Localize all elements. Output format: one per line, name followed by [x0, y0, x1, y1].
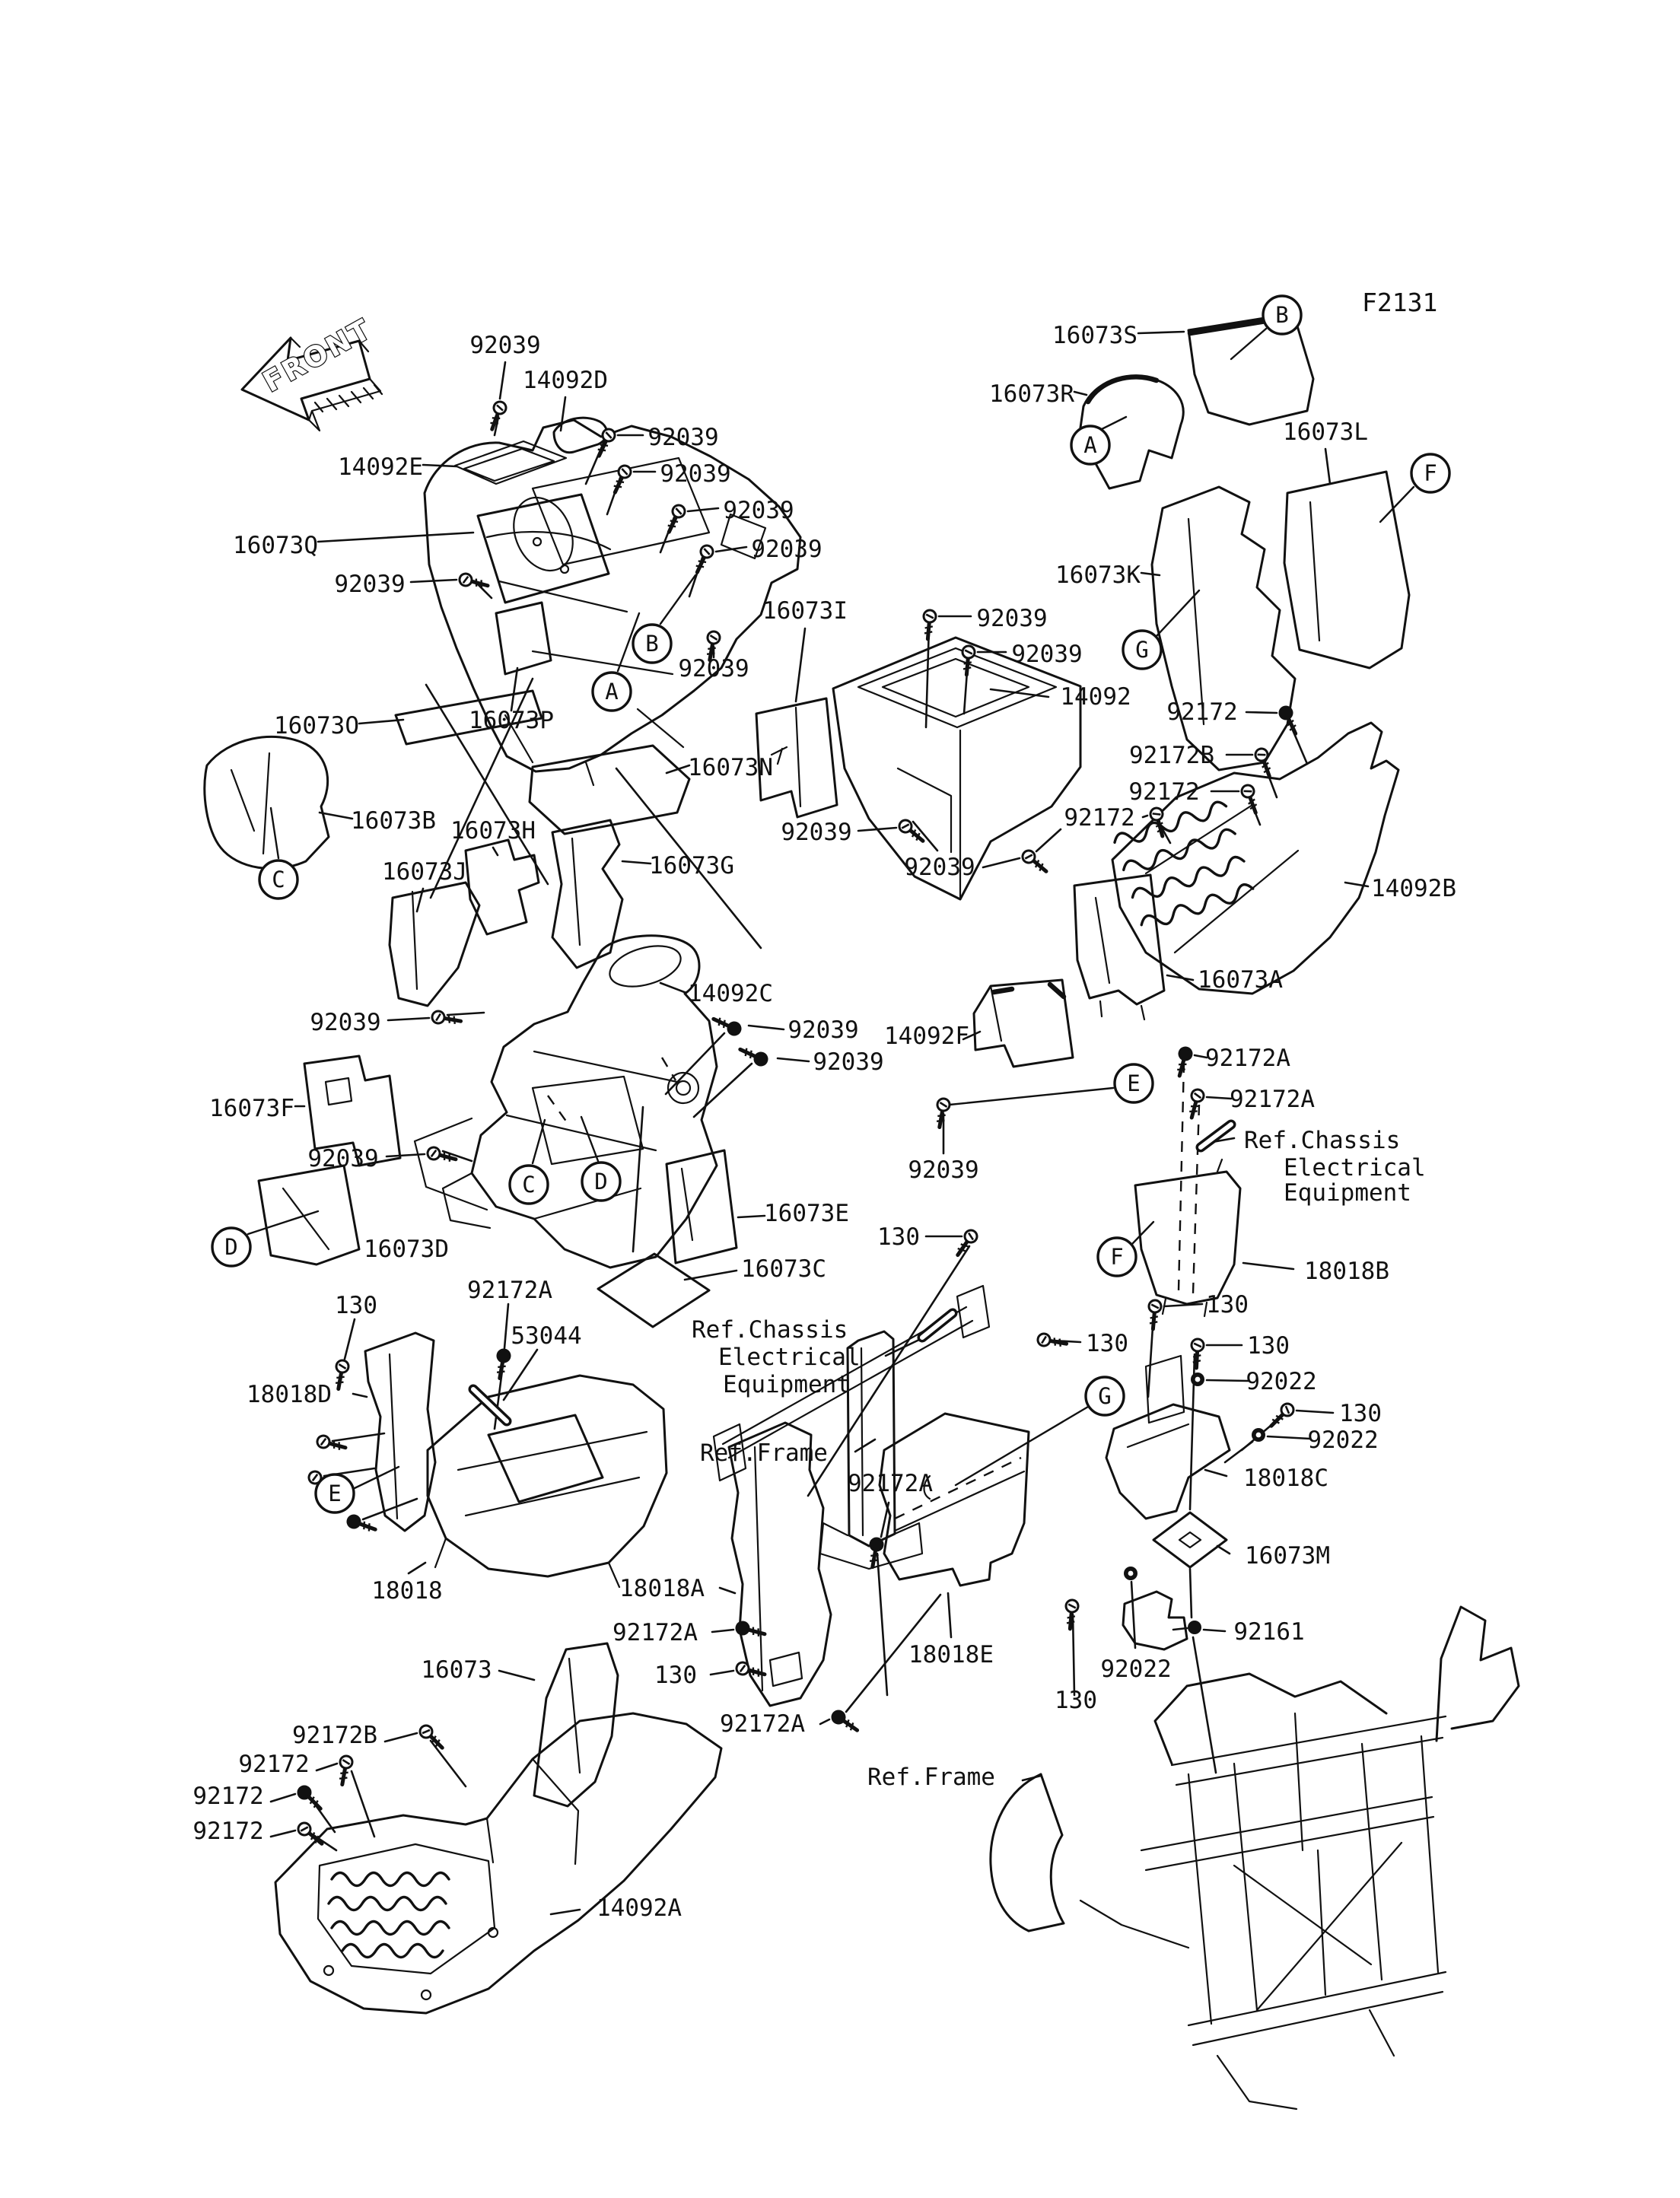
front-label: FRONT — [257, 312, 378, 399]
part-number-label: 14092 — [1060, 683, 1131, 711]
callout-line — [1102, 417, 1126, 429]
callout-letter: C — [272, 867, 285, 892]
part-number-label: 16073P — [469, 707, 554, 734]
screw-icon — [431, 1010, 462, 1027]
part-number-label: 92172A — [1230, 1086, 1315, 1113]
part-number-label: 16073S — [1052, 322, 1138, 349]
leader-line — [660, 983, 686, 993]
part-number-label: 130 — [877, 1223, 920, 1251]
callout-e — [1115, 1064, 1153, 1102]
part-number-label: 92039 — [723, 497, 794, 524]
leader-line — [711, 1671, 733, 1675]
screw-icon — [921, 609, 936, 639]
screw-icon — [609, 463, 633, 495]
leader-line — [385, 1733, 417, 1742]
part-number-label: 92172 — [1128, 778, 1200, 806]
screw-icon — [458, 572, 489, 591]
part-number-label: 16073I — [762, 597, 848, 625]
leader-line — [1164, 1304, 1202, 1306]
leader-line — [877, 1554, 887, 1695]
leader-line — [1074, 392, 1087, 395]
front-direction-arrow — [242, 312, 382, 431]
callout-line — [533, 1120, 545, 1163]
leader-line — [1036, 829, 1061, 851]
screw-icon — [960, 645, 975, 675]
screw-icon — [1186, 1088, 1205, 1119]
part-number-label: Electrical — [1284, 1154, 1426, 1182]
nut-icon — [1188, 1621, 1201, 1634]
leader-line — [1205, 1470, 1227, 1476]
leader-line — [317, 1764, 337, 1770]
callout-letter: E — [328, 1481, 342, 1506]
leader-line — [820, 1719, 829, 1724]
part-number-label: 16073B — [351, 807, 436, 835]
part-number-label: Ref.Chassis — [692, 1316, 848, 1344]
part-16073B-pad — [205, 736, 329, 868]
dashed-lines-layer — [548, 1058, 1199, 1519]
callout-line — [248, 1211, 318, 1234]
part-number-label: 92172A — [1205, 1045, 1290, 1072]
leader-line — [749, 1026, 784, 1029]
leader-line — [855, 1439, 875, 1452]
leader-line — [1246, 712, 1277, 713]
screw-icon — [711, 1013, 742, 1037]
part-number-label: 16073R — [989, 380, 1074, 408]
leader-line — [1073, 1614, 1074, 1695]
part-16073E-pad — [667, 1150, 737, 1263]
screw-icon — [426, 1146, 457, 1165]
part-number-label: 92161 — [1233, 1618, 1305, 1646]
part-number-label: 92022 — [1100, 1656, 1172, 1683]
part-number-label: 16073E — [764, 1200, 849, 1227]
part-number-label: 92039 — [648, 424, 719, 451]
part-number-label: 92039 — [307, 1145, 379, 1172]
part-number-label: Equipment — [1284, 1179, 1411, 1207]
callout-letter: B — [645, 631, 659, 657]
screw-icon — [336, 1755, 353, 1786]
dashed-line — [548, 1096, 567, 1122]
callout-letter: C — [522, 1172, 536, 1198]
leader-line — [493, 848, 498, 855]
callout-g — [1086, 1377, 1124, 1415]
part-number-label: 130 — [1055, 1687, 1097, 1714]
leader-line — [363, 1499, 417, 1519]
part-number-label: 92172A — [612, 1619, 698, 1646]
part-number-label: 16073H — [450, 817, 536, 845]
callout-line — [950, 1088, 1113, 1105]
leader-line — [667, 765, 689, 773]
leader-line — [1204, 1630, 1225, 1631]
leader-line — [622, 861, 651, 864]
callout-letter: F — [1424, 460, 1437, 486]
part-number-label: 16073Q — [233, 532, 318, 559]
screw-icon — [934, 1098, 950, 1128]
screw-icon — [332, 1360, 349, 1390]
screw-icon — [346, 1514, 377, 1535]
callout-letter: G — [1135, 637, 1149, 663]
leader-line — [388, 1018, 429, 1020]
callout-c — [510, 1166, 548, 1204]
callout-d — [212, 1228, 250, 1266]
leader-line — [551, 1910, 580, 1914]
leader-line — [1207, 1097, 1231, 1099]
part-number-label: 92172 — [238, 1751, 310, 1778]
leader-line — [409, 1563, 425, 1573]
part-number-label: Ref.Frame — [867, 1764, 995, 1791]
screw-icon — [830, 1709, 861, 1735]
screw-icon — [296, 1784, 325, 1813]
screw-icon — [692, 543, 715, 574]
part-number-label: 16073J — [382, 858, 467, 886]
callout-e — [316, 1474, 354, 1513]
nut-icon — [1124, 1567, 1138, 1580]
nut-icon — [1191, 1373, 1204, 1386]
leader-line — [447, 1013, 484, 1015]
part-number-label: 16073G — [649, 852, 734, 880]
leader-line — [720, 1588, 735, 1593]
part-14092F-bracket — [974, 980, 1073, 1067]
screw-icon — [1190, 1339, 1204, 1369]
part-number-label: 53044 — [511, 1322, 582, 1350]
callout-letter: A — [1083, 432, 1097, 458]
dashed-line — [1193, 1105, 1199, 1293]
part-number-label: 92039 — [678, 655, 749, 682]
leader-line — [504, 1304, 508, 1348]
part-number-label: 18018 — [371, 1577, 443, 1605]
part-number-label: 92172B — [1129, 742, 1214, 769]
callout-letter: G — [1098, 1383, 1112, 1409]
callout-line — [1231, 329, 1266, 359]
callout-f — [1098, 1238, 1136, 1276]
part-number-label: 92039 — [660, 460, 731, 488]
part-number-label: 16073A — [1198, 966, 1283, 994]
part-number-label: 18018A — [619, 1575, 705, 1602]
part-number-label: 92172A — [467, 1277, 552, 1304]
part-number-label: 18018E — [908, 1641, 994, 1668]
screw-icon — [1037, 1333, 1068, 1350]
part-number-label: 92172 — [1166, 698, 1238, 726]
part-16073M-diamond — [1153, 1513, 1227, 1567]
part-16073K-pad — [1152, 487, 1295, 770]
leader-line — [499, 1671, 534, 1680]
screw-icon — [1278, 705, 1301, 736]
callout-letter: B — [1275, 302, 1289, 328]
part-number-label: 92039 — [469, 332, 541, 359]
leader-line — [1143, 816, 1147, 817]
leader-line — [1193, 1637, 1216, 1773]
leader-line — [1190, 1569, 1192, 1617]
screw-icon — [1147, 1299, 1161, 1329]
part-number-label: 14092B — [1371, 875, 1456, 902]
leader-line — [694, 1064, 752, 1117]
nut-icon — [1252, 1428, 1265, 1442]
part-number-label: 92172A — [848, 1470, 933, 1497]
screw-icon — [1064, 1599, 1078, 1629]
callout-line — [581, 1117, 598, 1161]
screw-icon — [953, 1228, 979, 1258]
screw-icon — [418, 1723, 447, 1752]
leader-line — [1225, 1442, 1252, 1462]
part-number-label: 18018C — [1243, 1465, 1328, 1492]
part-number-label: 130 — [1339, 1400, 1382, 1427]
part-number-label: 18018B — [1304, 1258, 1389, 1285]
leader-line — [688, 508, 718, 511]
leader-line — [948, 1593, 951, 1637]
part-number-label: 92039 — [813, 1048, 884, 1076]
part-number-label: 92172B — [292, 1722, 377, 1749]
part-16073G-pad — [552, 820, 622, 968]
leader-line — [352, 1771, 374, 1837]
part-number-label: 14092A — [597, 1894, 682, 1922]
callout-g — [1123, 631, 1161, 669]
leader-line — [500, 362, 505, 399]
leader-line — [345, 1319, 355, 1359]
part-number-label: 16073D — [364, 1236, 449, 1263]
part-16073L-pad — [1284, 472, 1409, 668]
part-number-label: Electrical — [718, 1344, 861, 1371]
leader-line — [1243, 1263, 1293, 1269]
callout-letter: F — [1110, 1244, 1124, 1270]
part-number-label: 16073L — [1283, 418, 1368, 446]
screw-icon — [867, 1538, 883, 1568]
callout-a — [1071, 426, 1109, 464]
part-number-label: 92172 — [1064, 804, 1135, 832]
part-number-label: 130 — [654, 1662, 697, 1689]
callout-letter: D — [224, 1234, 238, 1260]
callout-line — [1132, 1222, 1153, 1244]
part-number-label: Ref.Chassis — [1244, 1127, 1401, 1154]
leader-line — [1207, 1380, 1248, 1381]
screw-icon — [1020, 848, 1050, 876]
part-number-label: 14092E — [338, 453, 423, 481]
leader-line — [1325, 449, 1330, 484]
leader-line — [1138, 332, 1184, 333]
leader-line — [712, 1630, 733, 1632]
part-number-label: 130 — [1206, 1291, 1249, 1318]
leader-line — [431, 1741, 466, 1786]
part-number-label: 92039 — [788, 1016, 859, 1044]
part-number-label: 92172 — [192, 1783, 264, 1810]
leader-line — [1141, 573, 1160, 575]
part-number-label: 130 — [335, 1292, 377, 1319]
part-number-label: Equipment — [723, 1371, 851, 1398]
callout-f — [1411, 454, 1449, 492]
part-number-label: 16073 — [421, 1656, 492, 1684]
leader-line — [561, 397, 565, 431]
leader-line — [332, 1433, 384, 1441]
part-16073P-pad — [496, 603, 551, 674]
leader-line — [738, 1216, 765, 1217]
callout-letter: E — [1127, 1070, 1141, 1096]
part-16073H-pad — [466, 840, 539, 934]
part-number-label: 92039 — [908, 1156, 979, 1184]
leader-line — [1217, 1546, 1230, 1554]
callout-c — [259, 860, 298, 899]
leader-line — [359, 720, 403, 724]
leader-line — [796, 628, 805, 701]
figure-code: F2131 — [1362, 288, 1438, 317]
part-number-label: 18018D — [247, 1381, 332, 1408]
leader-line — [271, 1794, 295, 1802]
leader-line — [1268, 1436, 1310, 1439]
part-number-label: 16073C — [741, 1255, 826, 1283]
callout-d — [582, 1163, 620, 1201]
part-18018D-flap — [365, 1333, 435, 1531]
leader-line — [716, 547, 746, 552]
part-number-label: 92039 — [334, 571, 406, 598]
part-number-label: 92172A — [720, 1710, 805, 1738]
leader-line — [318, 533, 473, 542]
leader-line — [778, 1058, 809, 1061]
part-number-label: 92022 — [1307, 1427, 1379, 1454]
screw-icon — [735, 1621, 766, 1640]
part-rear-frame — [991, 1607, 1519, 2109]
part-number-label: 92039 — [781, 819, 852, 846]
screw-icon — [737, 1044, 768, 1067]
part-number-label: 16073N — [688, 754, 773, 781]
leader-line — [983, 858, 1020, 867]
part-number-label: 92039 — [1011, 641, 1083, 668]
part-number-label: 92022 — [1246, 1368, 1317, 1395]
leader-line — [423, 465, 457, 466]
callout-line — [1157, 590, 1199, 636]
part-number-label: 16073O — [274, 712, 359, 740]
callout-letter: A — [605, 679, 619, 705]
part-number-label: 14092F — [884, 1023, 969, 1050]
part-number-label: 130 — [1086, 1330, 1128, 1357]
leader-line — [1297, 1411, 1333, 1413]
leader-line — [353, 1394, 367, 1397]
leader-line — [411, 580, 457, 582]
part-number-label: 92039 — [904, 854, 975, 881]
part-number-label: 16073M — [1245, 1542, 1330, 1570]
dashed-line — [662, 1058, 676, 1080]
part-number-label: 14092C — [688, 980, 773, 1007]
screw-icon — [316, 1434, 347, 1453]
callout-letter: D — [594, 1169, 608, 1194]
leader-line — [685, 1271, 737, 1280]
screw-icon — [663, 503, 687, 534]
part-number-label: 16073F — [209, 1095, 294, 1122]
part-number-label: 92172 — [192, 1818, 264, 1845]
leader-line — [511, 668, 517, 711]
part-number-label: Ref.Frame — [700, 1439, 828, 1467]
callout-line — [271, 808, 278, 858]
leader-line — [271, 1831, 295, 1837]
part-number-label: 130 — [1247, 1332, 1290, 1360]
part-16073J-pad — [390, 883, 479, 1006]
part-number-label: 92039 — [976, 605, 1048, 632]
callout-line — [660, 575, 695, 624]
dashed-line — [1179, 1062, 1184, 1290]
part-number-label: 92039 — [310, 1009, 381, 1036]
part-number-label: 14092D — [523, 367, 608, 394]
part-18018-bracket — [428, 1376, 667, 1587]
callout-b — [1263, 296, 1301, 334]
callout-b — [633, 625, 671, 663]
part-number-label: 16073K — [1055, 561, 1141, 589]
callout-a — [593, 673, 631, 711]
screw-icon — [1267, 1401, 1296, 1430]
screw-icon — [494, 1349, 511, 1379]
screw-icon — [593, 427, 617, 458]
part-number-label: 92039 — [751, 536, 822, 563]
callout-line — [1380, 487, 1414, 522]
pin-rod-icon — [1201, 1124, 1231, 1147]
